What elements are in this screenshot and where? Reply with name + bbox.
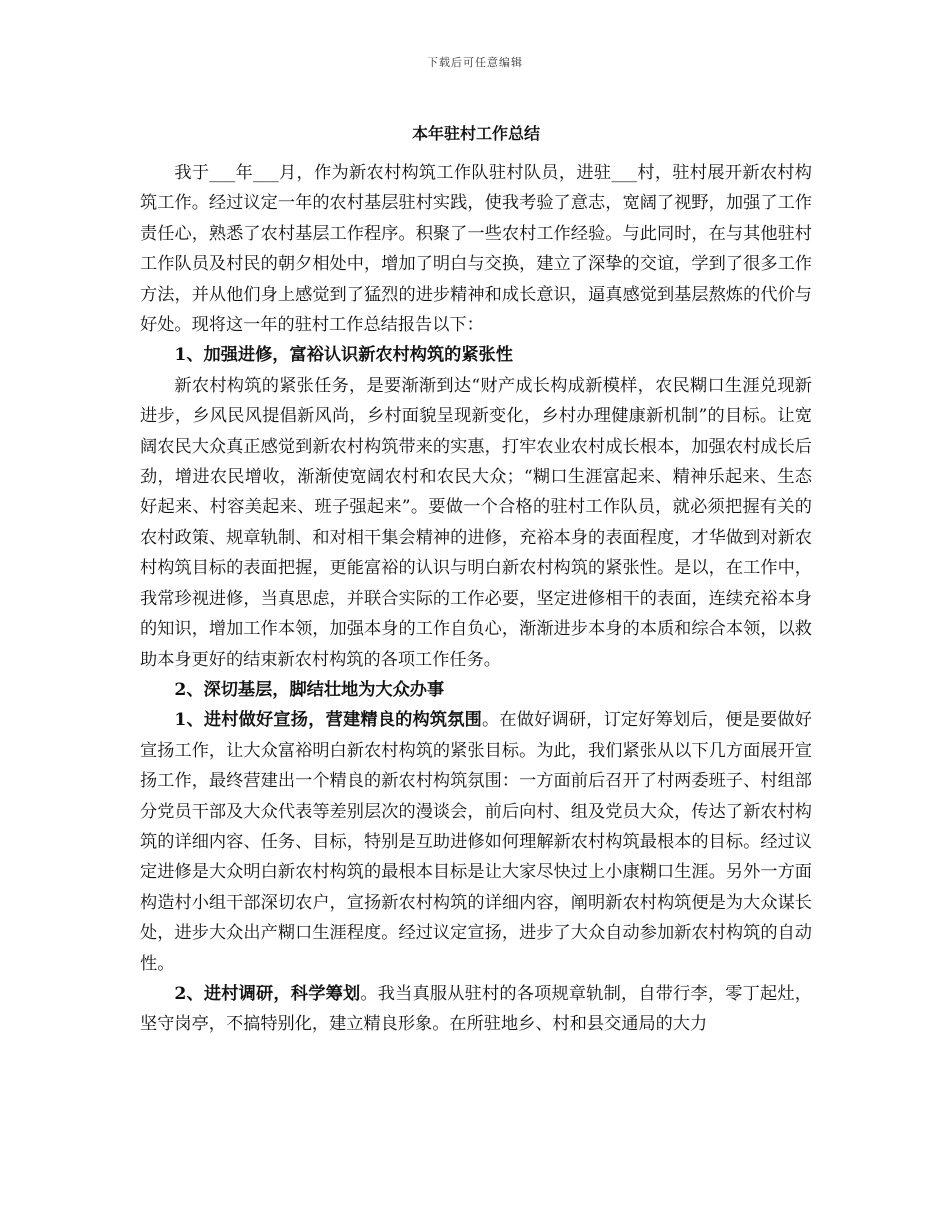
section-1-paragraph bbox=[140, 371, 812, 675]
subsection-1-paragraph bbox=[140, 705, 812, 979]
section-heading-2-text: 2、深切基层，脚结壮地为大众办事 bbox=[174, 679, 445, 700]
section-heading-1 bbox=[140, 340, 812, 370]
section-heading-2 bbox=[140, 675, 812, 705]
document-title: 本年驻村工作总结 bbox=[411, 124, 540, 143]
intro-paragraph bbox=[140, 158, 812, 340]
subsection-2-heading: 2、进村调研，科学筹划 bbox=[174, 983, 361, 1004]
subsection-2-text: 。我当真服从驻村的各项规章轨制，自带行李，零丁起灶，坚守岗亭，不搞特别化，建立精良形象。在所驻地乡、村和县交通局的大力 bbox=[140, 983, 812, 1035]
intro-text: 我于___年___月，作为新农村构筑工作队驻村队员，进驻___村，驻村展开新农村构筑工作。经过议定一年的农村基层驻村实践，使我考验了意志，宽阔了视野，加强了工作责任心，熟悉了农村基层工作程序。积聚了一些农村工作经验。与此同时，在与其他驻村工作队员及村民的朝夕相处中，增加了明白与交换，建立了深挚的交谊，学到了很多工作方法，并从他们身上感觉到了猛烈的进步精神和成长意识，逼真感觉到基层熬炼的代价与好处。现将这一年的驻村工作总结报告以下： bbox=[140, 163, 812, 336]
subsection-1-text: 。在做好调研，订定好筹划后，便是要做好宣扬工作，让大众富裕明白新农村构筑的紧张目标。为此，我们紧张从以下几方面展开宣扬工作，最终营建出一个精良的新农村构筑氛围：一方面前后召开了村两委班子、村组部分党员干部及大众代表等差别层次的漫谈会，前后向村、组及党员大众，传达了新农村构筑的详细内容、任务、目标，特别是互助进修如何理解新农村构筑最根本的目标。经过议定进修是大众明白新农村构筑的最根本目标是让大家尽快过上小康糊口生涯。另外一方面构造村小组干部深切农户，宣扬新农村构筑的详细内容，阐明新农村构筑便是为大众谋长处，进步大众出产糊口生涯程度。经过议定宣扬，进步了大众自动参加新农村构筑的自动性。 bbox=[140, 710, 812, 974]
document-body bbox=[140, 124, 812, 1040]
section-1-text: 新农村构筑的紧张任务，是要渐渐到达“财产成长构成新模样，农民糊口生涯兑现新进步，乡风民风提倡新风尚，乡村面貌呈现新变化，乡村办理健康新机制”的目标。让宽阔农民大众真正感觉到新农村构筑带来的实惠，打牢农业农村成长根本，加强农村成长后劲，增进农民增收，渐渐使宽阔农村和农民大众；“糊口生涯富起来、精神乐起来、生态好起来、村容美起来、班子强起来”。要做一个合格的驻村工作队员，就必须把握有关的农村政策、规章轨制、和对相干集会精神的进修，充裕本身的表面程度，才华做到对新农村构筑目标的表面把握，更能富裕的认识与明白新农村构筑的紧张性。是以，在工作中，我常珍视进修，当真思虑，并联合实际的工作必要，坚定进修相干的表面，连续充裕本身的知识，增加工作本领，加强本身的工作自负心，渐渐进步本身的本质和综合本领，以救助本身更好的结束新农村构筑的各项工作任务。 bbox=[140, 375, 812, 670]
section-heading-1-text: 1、加强进修，富裕认识新农村构筑的紧张性 bbox=[174, 345, 513, 366]
subsection-1-heading: 1、进村做好宣扬，营建精良的构筑氛围 bbox=[174, 710, 482, 731]
subsection-2-paragraph bbox=[140, 979, 812, 1040]
page-header-note: 下载后可任意编辑 bbox=[427, 56, 523, 69]
